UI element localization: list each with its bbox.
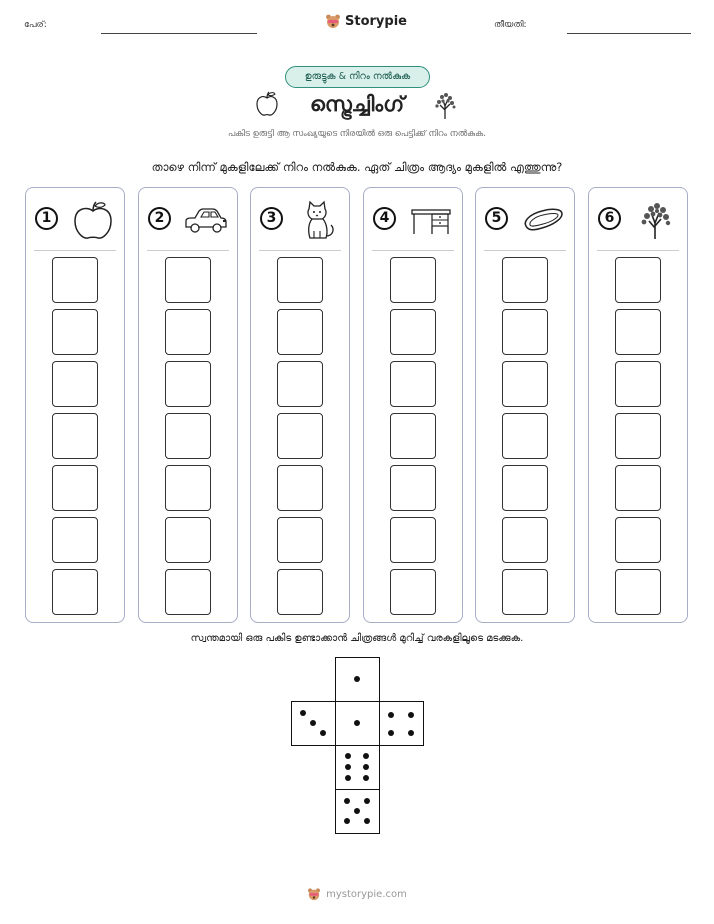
color-box[interactable] [165, 309, 211, 355]
brand-logo [325, 13, 407, 29]
pip [345, 775, 351, 781]
pip [364, 818, 370, 824]
pip [408, 730, 414, 736]
column-number: 6 [598, 207, 621, 230]
name-label: പേര്: [24, 20, 47, 30]
column-3 [250, 187, 350, 623]
column-divider [34, 250, 116, 251]
color-box[interactable] [390, 309, 436, 355]
pip [388, 730, 394, 736]
color-box[interactable] [390, 257, 436, 303]
pip [354, 808, 360, 814]
color-box[interactable] [502, 413, 548, 459]
column-1 [25, 187, 125, 623]
pip [345, 764, 351, 770]
date-line[interactable] [567, 33, 691, 34]
color-box[interactable] [52, 257, 98, 303]
color-box[interactable] [502, 569, 548, 615]
column-divider [147, 250, 229, 251]
column-6 [588, 187, 688, 623]
rubber-band-icon [520, 199, 566, 241]
color-box[interactable] [277, 309, 323, 355]
color-box[interactable] [615, 257, 661, 303]
pip [354, 676, 360, 682]
color-box[interactable] [502, 465, 548, 511]
pip [408, 712, 414, 718]
color-box[interactable] [390, 361, 436, 407]
color-box[interactable] [615, 465, 661, 511]
color-box[interactable] [165, 517, 211, 563]
dice-face-1 [335, 657, 380, 702]
color-box[interactable] [615, 413, 661, 459]
pip [363, 753, 369, 759]
color-box[interactable] [165, 257, 211, 303]
column-divider [259, 250, 341, 251]
dice-face-5 [335, 789, 380, 834]
dice-face-3 [291, 701, 336, 746]
color-box[interactable] [52, 517, 98, 563]
color-box[interactable] [277, 361, 323, 407]
column-divider [372, 250, 454, 251]
pip [388, 712, 394, 718]
color-box[interactable] [52, 413, 98, 459]
color-box[interactable] [615, 517, 661, 563]
color-box[interactable] [615, 361, 661, 407]
tree-icon [633, 199, 679, 241]
color-box[interactable] [615, 569, 661, 615]
color-box[interactable] [390, 569, 436, 615]
bear-logo-icon [325, 13, 341, 29]
dice-face-6 [335, 745, 380, 790]
activity-badge: ഉരുട്ടുക & നിറം നൽകുക [285, 66, 430, 88]
column-number: 3 [260, 207, 283, 230]
pip [300, 710, 306, 716]
color-box[interactable] [502, 309, 548, 355]
column-number: 1 [35, 207, 58, 230]
page-subtitle: പകിട ഉരുട്ടി ആ സംഖ്യയുടെ നിരയിൽ ഒരു പെട്ടിക്ക് നിറം നൽകുക. [228, 129, 486, 139]
color-box[interactable] [502, 517, 548, 563]
column-divider [484, 250, 566, 251]
color-box[interactable] [615, 309, 661, 355]
color-box[interactable] [277, 517, 323, 563]
column-divider [597, 250, 679, 251]
color-box[interactable] [390, 465, 436, 511]
pip [344, 818, 350, 824]
date-label: തീയതി: [494, 20, 527, 30]
pip [364, 798, 370, 804]
bear-logo-icon [307, 887, 321, 901]
page-title: സ്ട്രെച്ചിംഗ് [309, 92, 405, 116]
column-number: 5 [485, 207, 508, 230]
column-2 [138, 187, 238, 623]
color-box[interactable] [165, 569, 211, 615]
color-box[interactable] [390, 517, 436, 563]
cat-icon [295, 199, 341, 241]
color-box[interactable] [390, 413, 436, 459]
color-box[interactable] [502, 257, 548, 303]
color-box[interactable] [165, 413, 211, 459]
column-number: 4 [373, 207, 396, 230]
tree-icon [431, 90, 459, 120]
column-number: 2 [148, 207, 171, 230]
color-box[interactable] [52, 569, 98, 615]
name-line[interactable] [101, 33, 257, 34]
pip [320, 730, 326, 736]
column-5 [475, 187, 575, 623]
color-box[interactable] [52, 465, 98, 511]
pip [363, 764, 369, 770]
car-icon [183, 199, 229, 241]
brand-name: Storypie [345, 13, 407, 29]
pip [344, 798, 350, 804]
column-4 [363, 187, 463, 623]
dice-instruction: സ്വന്തമായി ഒരു പകിട ഉണ്ടാക്കാൻ ചിത്രങ്ങൾ മുറിച്ച് വരകളിലൂടെ മടക്കുക. [190, 633, 524, 644]
color-box[interactable] [277, 569, 323, 615]
dice-face-4 [379, 701, 424, 746]
footer-url[interactable]: mystorypie.com [326, 888, 407, 900]
footer [0, 887, 714, 901]
question-text: താഴെ നിന്ന് മുകളിലേക്ക് നിറം നൽകുക. ഏത് ചിത്രം ആദ്യം മുകളിൽ എത്തുന്നു? [151, 160, 563, 174]
pip [354, 720, 360, 726]
color-box[interactable] [165, 361, 211, 407]
pip [310, 720, 316, 726]
pip [363, 775, 369, 781]
desk-icon [408, 199, 454, 241]
color-box[interactable] [277, 465, 323, 511]
dice-face-1 [335, 701, 380, 746]
color-box[interactable] [52, 361, 98, 407]
color-box[interactable] [277, 413, 323, 459]
color-box[interactable] [277, 257, 323, 303]
color-box[interactable] [502, 361, 548, 407]
color-box[interactable] [52, 309, 98, 355]
apple-icon [70, 199, 116, 241]
pip [345, 753, 351, 759]
color-box[interactable] [165, 465, 211, 511]
